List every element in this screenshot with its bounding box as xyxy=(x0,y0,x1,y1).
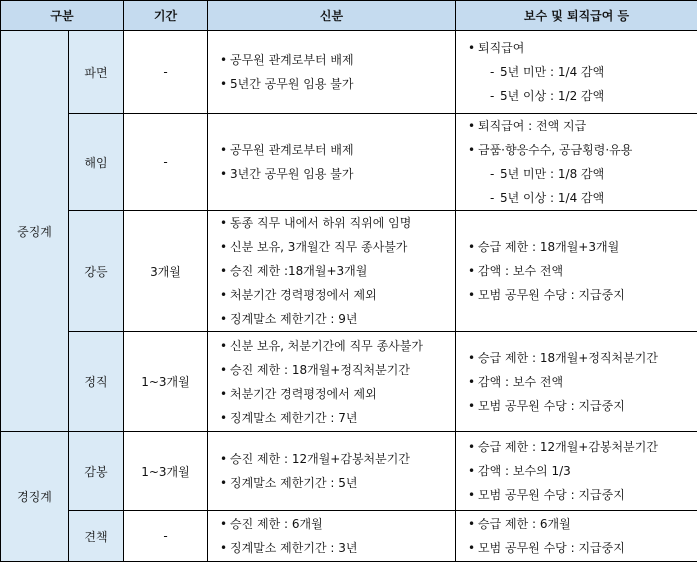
list-item: • 금품·향응수수, 공금횡령·유용 xyxy=(462,138,697,162)
type-cell: 강등 xyxy=(69,211,124,332)
period-cell: - xyxy=(124,511,208,562)
header-row xyxy=(1,1,697,31)
table-body xyxy=(1,31,697,562)
list-item: • 승급 제한 : 6개월 xyxy=(462,512,697,536)
list-item: - 5년 미만 : 1/4 감액 xyxy=(462,60,697,84)
list-item: • 감액 : 보수의 1/3 xyxy=(462,459,697,483)
pay-list xyxy=(462,512,697,560)
status-list xyxy=(214,512,455,560)
pay-list xyxy=(462,346,697,418)
table-row xyxy=(1,511,697,562)
header-period: 기간 xyxy=(124,1,208,31)
status-cell xyxy=(208,332,456,432)
pay-cell xyxy=(456,332,697,432)
status-cell xyxy=(208,211,456,332)
group-cell: 경징계 xyxy=(1,432,69,562)
header-category: 구분 xyxy=(1,1,124,31)
list-item: • 신분 보유, 처분기간에 직무 종사불가 xyxy=(214,334,455,358)
table-row xyxy=(1,211,697,332)
pay-list xyxy=(462,435,697,507)
list-item: • 징계말소 제한기간 : 9년 xyxy=(214,307,455,331)
type-cell: 정직 xyxy=(69,332,124,432)
pay-list xyxy=(462,114,697,210)
pay-cell xyxy=(456,114,697,211)
header-pay: 보수 및 퇴직급여 등 xyxy=(456,1,697,31)
pay-cell xyxy=(456,31,697,114)
status-list xyxy=(214,447,455,495)
period-cell: - xyxy=(124,114,208,211)
list-item: • 승급 제한 : 18개월+정직처분기간 xyxy=(462,346,697,370)
table-row xyxy=(1,432,697,511)
list-item: • 징계말소 제한기간 : 7년 xyxy=(214,406,455,430)
list-item: • 3년간 공무원 임용 불가 xyxy=(214,162,455,186)
header-status: 신분 xyxy=(208,1,456,31)
list-item: • 신분 보유, 3개월간 직무 종사불가 xyxy=(214,235,455,259)
table-row xyxy=(1,114,697,211)
table-row xyxy=(1,31,697,114)
pay-list xyxy=(462,36,697,108)
list-item: • 처분기간 경력평정에서 제외 xyxy=(214,382,455,406)
pay-list xyxy=(462,235,697,307)
list-item: • 감액 : 보수 전액 xyxy=(462,370,697,394)
list-item: • 공무원 관계로부터 배제 xyxy=(214,48,455,72)
pay-cell xyxy=(456,432,697,511)
period-cell: 1~3개월 xyxy=(124,432,208,511)
list-item: • 승급 제한 : 18개월+3개월 xyxy=(462,235,697,259)
status-cell xyxy=(208,432,456,511)
list-item: • 승진 제한 : 12개월+감봉처분기간 xyxy=(214,447,455,471)
list-item: • 승진 제한 : 6개월 xyxy=(214,512,455,536)
list-item: - 5년 미만 : 1/8 감액 xyxy=(462,162,697,186)
list-item: • 모범 공무원 수당 : 지급중지 xyxy=(462,483,697,507)
list-item: • 공무원 관계로부터 배제 xyxy=(214,138,455,162)
type-cell: 해임 xyxy=(69,114,124,211)
status-cell xyxy=(208,511,456,562)
list-item: • 모범 공무원 수당 : 지급중지 xyxy=(462,394,697,418)
type-cell: 파면 xyxy=(69,31,124,114)
table-row xyxy=(1,332,697,432)
list-item: • 승진 제한 :18개월+3개월 xyxy=(214,259,455,283)
list-item: • 승진 제한 : 18개월+정직처분기간 xyxy=(214,358,455,382)
status-list xyxy=(214,48,455,96)
status-list xyxy=(214,138,455,186)
list-item: • 승급 제한 : 12개월+감봉처분기간 xyxy=(462,435,697,459)
list-item: • 처분기간 경력평정에서 제외 xyxy=(214,283,455,307)
list-item: • 징계말소 제한기간 : 5년 xyxy=(214,471,455,495)
list-item: • 모범 공무원 수당 : 지급중지 xyxy=(462,283,697,307)
group-cell: 중징계 xyxy=(1,31,69,432)
status-cell xyxy=(208,31,456,114)
type-cell: 견책 xyxy=(69,511,124,562)
status-list xyxy=(214,334,455,430)
list-item: - 5년 이상 : 1/2 감액 xyxy=(462,84,697,108)
period-cell: - xyxy=(124,31,208,114)
list-item: - 5년 이상 : 1/4 감액 xyxy=(462,186,697,210)
period-cell: 1~3개월 xyxy=(124,332,208,432)
pay-cell xyxy=(456,511,697,562)
list-item: • 동종 직무 내에서 하위 직위에 임명 xyxy=(214,211,455,235)
period-cell: 3개월 xyxy=(124,211,208,332)
status-list xyxy=(214,211,455,331)
list-item: • 감액 : 보수 전액 xyxy=(462,259,697,283)
list-item: • 퇴직급여 xyxy=(462,36,697,60)
pay-cell xyxy=(456,211,697,332)
type-cell: 감봉 xyxy=(69,432,124,511)
list-item: • 퇴직급여 : 전액 지급 xyxy=(462,114,697,138)
list-item: • 징계말소 제한기간 : 3년 xyxy=(214,536,455,560)
list-item: • 5년간 공무원 임용 불가 xyxy=(214,72,455,96)
list-item: • 모범 공무원 수당 : 지급중지 xyxy=(462,536,697,560)
status-cell xyxy=(208,114,456,211)
